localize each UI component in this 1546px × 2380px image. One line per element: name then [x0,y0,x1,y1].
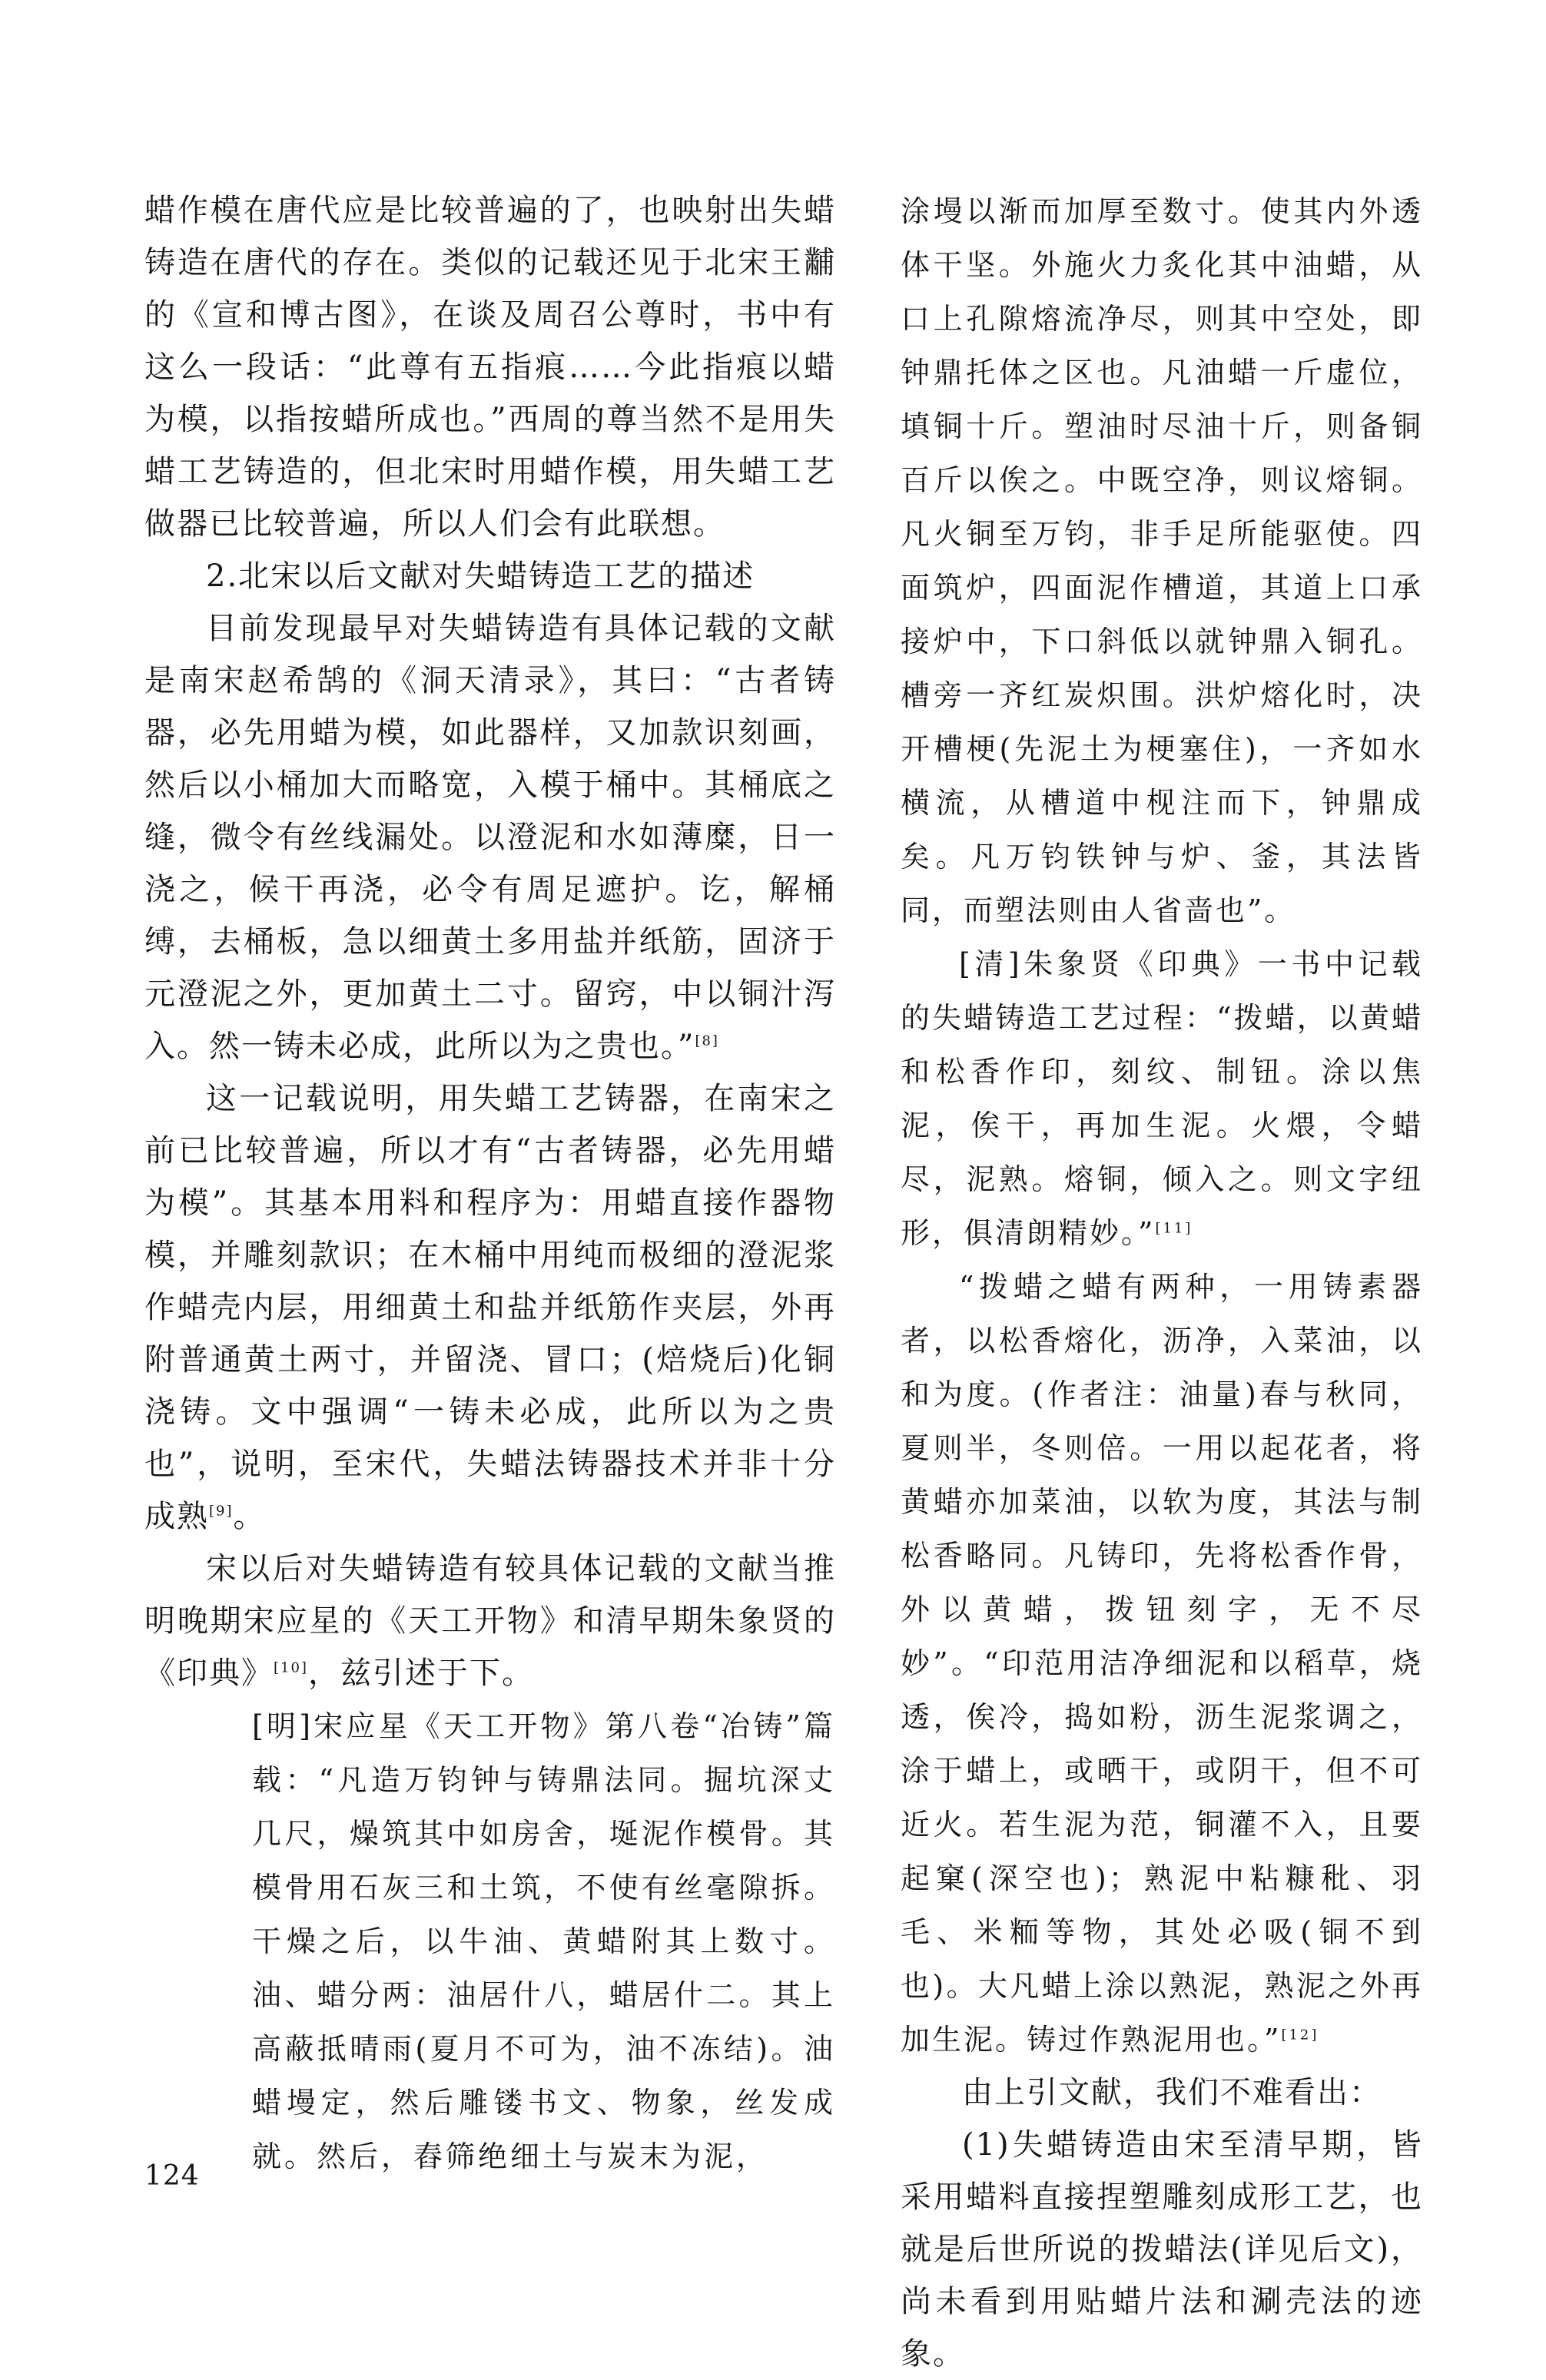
paragraph-4-end: ，兹引述于下。 [307,1656,534,1691]
right-column [901,184,1423,2380]
tiangong-kaiwu-quote-continued: 涂墁以渐而加厚至数寸。使其内外透体干坚。外施火力炙化其中油蜡，从口上孔隙熔流净尽，则其中空处，即钟鼎托体之区也。凡油蜡一斤虚位，填铜十斤。塑油时尽油十斤，则备铜百斤以俟之。中既空净，则议熔铜。凡火铜至万钧，非手足所能驱使。四面筑炉，四面泥作槽道，其道上口承接炉中，下口斜低以就钟鼎入铜孔。槽旁一齐红炭炽围。洪炉熔化时，决开槽梗(先泥土为梗塞住)，一齐如水横流，从槽道中枧注而下，钟鼎成矣。凡万钧铁钟与炉、釜，其法皆同，而塑法则由人省啬也”。 [901,194,1423,927]
yindian-quote-text: [清]朱象贤《印典》一书中记载的失蜡铸造工艺过程：“拨蜡，以黄蜡和松香作印，刻纹、制钮。涂以焦泥，俟干，再加生泥。火煨，令蜡尽，泥熟。熔铜，倾入之。则文字纽形，俱清朗精妙。” [901,947,1423,1250]
paragraph-4 [144,1543,836,1699]
bola-quote-text: “拨蜡之蜡有两种，一用铸素器者，以松香熔化，沥净，入菜油，以和为度。(作者注：油量)春与秋同，夏则半，冬则倍。一用以起花者，将黄蜡亦加菜油，以软为度，其法与制松香略同。凡铸印，先将松香作骨，外以黄蜡，拨钮刻字，无不尽妙”。“印范用洁净细泥和以稻草，烧透，俟冷，捣如粉，沥生泥浆调之，涂于蜡上，或晒干，或阴干，但不可近火。若生泥为范，铜灌不入，且要起窠(深空也)；熟泥中粘糠秕、羽毛、米粫等物，其处必吸(铜不到也)。大凡蜡上涂以熟泥，熟泥之外再加生泥。铸过作熟泥用也。” [901,1270,1423,2057]
paragraph-3-end: 。 [233,1499,266,1534]
paragraph-2 [144,602,836,1072]
paragraph-3-text: 这一记载说明，用失蜡工艺铸器，在南宋之前已比较普遍，所以才有“古者铸器，必先用蜡为模”。其基本用料和程序为：用蜡直接作器物模，并雕刻款识；在木桶中用纯而极细的澄泥浆作蜡壳内层，用细黄土和盐并纸筋作夹层，外再附普通黄土两寸，并留浇、冒口；(焙烧后)化铜浇铸。文中强调“一铸未必成，此所以为之贵也”，说明，至宋代，失蜡法铸器技术并非十分成熟 [144,1081,836,1534]
citation-9: [9] [209,1503,234,1520]
citation-10: [10] [274,1659,308,1676]
tiangong-kaiwu-quote: [明]宋应星《天工开物》第八卷“冶铸”篇载：“凡造万钧钟与铸鼎法同。掘坑深丈几尺，燥筑其中如房舍，埏泥作模骨。其模骨用石灰三和土筑，不使有丝毫隙拆。干燥之后，以牛油、黄蜡附其上数寸。油、蜡分两：油居什八，蜡居什二。其上高蔽抵晴雨(夏月不可为，油不冻结)。油蜡墁定，然后雕镂书文、物象，丝发成就。然后，舂筛绝细土与炭末为泥， [252,1709,836,2173]
paragraph-4-text: 宋以后对失蜡铸造有较具体记载的文献当推明晚期宋应星的《天工开物》和清早期朱象贤的《印典》 [144,1551,836,1691]
section-heading: 2.北宋以后文献对失蜡铸造工艺的描述 [206,559,755,594]
bola-quote [901,1260,1423,2067]
citation-8: [8] [695,1033,719,1049]
citation-11: [11] [1155,1220,1193,1237]
left-column [144,184,836,2183]
page-number: 124 [144,2160,200,2192]
paragraph-1: 蜡作模在唐代应是比较普遍的了，也映射出失蜡铸造在唐代的存在。类似的记载还见于北宋王黼的《宣和博古图》，在谈及周召公尊时，书中有这么一段话：“此尊有五指痕……今此指痕以蜡为模，以指按蜡所成也。”西周的尊当然不是用失蜡工艺铸造的，但北宋时用蜡作模，用失蜡工艺做器已比较普遍，所以人们会有此联想。 [144,193,836,542]
paragraph-5: 由上引文献，我们不难看出： [962,2075,1382,2110]
paragraph-3 [144,1072,836,1543]
yindian-quote [901,937,1423,1260]
paragraph-2-text: 目前发现最早对失蜡铸造有具体记载的文献是南宋赵希鹄的《洞天清录》，其曰：“古者铸器，必先用蜡为模，如此器样，又加款识刻画，然后以小桶加大而略宽，入模于桶中。其桶底之缝，微令有丝线漏处。以澄泥和水如薄糜，日一浇之，候干再浇，必令有周足遮护。讫，解桶缚，去桶板，急以细黄土多用盐并纸筋，固济于元澄泥之外，更加黄土二寸。留窍，中以铜汁泻入。然一铸未必成，此所以为之贵也。” [144,611,836,1064]
paragraph-6: (1)失蜡铸造由宋至清早期，皆采用蜡料直接捏塑雕刻成形工艺，也就是后世所说的拨蜡法(详见后文)，尚未看到用贴蜡片法和涮壳法的迹象。 [901,2127,1423,2372]
citation-12: [12] [1281,2027,1319,2044]
